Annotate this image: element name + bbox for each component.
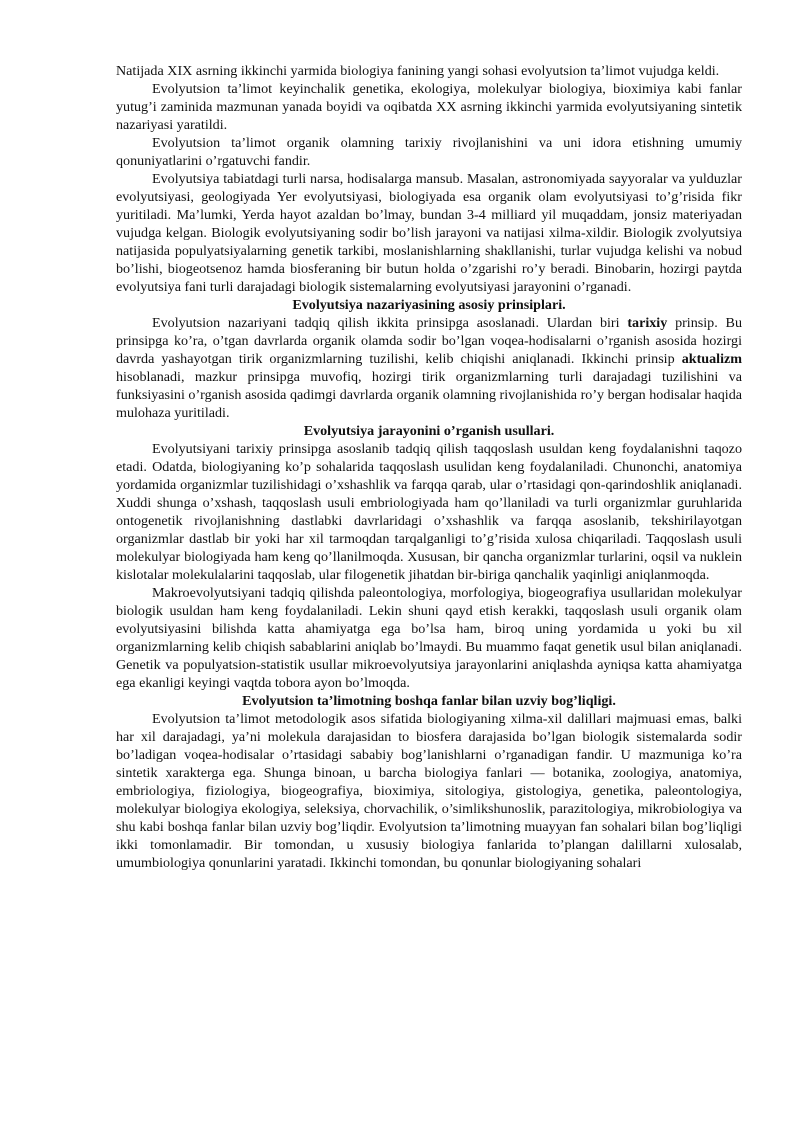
paragraph-macroevolution: Makroevolyutsiyani tadqiq qilishda paleontologiya, morfologiya, biogeografiya usullaridan molekulyar biologik usuldan ham keng foydalaniladi. Lekin shuni qayd etish kerakki, taqqoslash usuli organik olam evolyutsiyasini bilishda katta ahamiyatga ega bo’lsa ham, biroq uning yordamida u yoki bu xil organizmlarning kelib chiqish sabablarini aniqlab bo’lmaydi. Bu muammo faqat genetik usul bilan aniqlanadi. Genetik va populyatsion-statistik usullar mikroevolyutsiya jarayonlarini aniqlashda ayniqsa katta ahamiyatga ega ekanligi keyingi vaqtda tobora ayon bo’lmoqda.	[116, 585, 742, 691]
paragraph-evolution-types: Evolyutsiya tabiatdagi turli narsa, hodisalarga mansub. Masalan, astronomiyada sayyoralar va yulduzlar evolyutsiyasi, geologiyada Yer evolyutsiyasi, biologiyada esa organik olam evolyutsiyasi to’g’risida fikr yuritiladi. Ma’lumki, Yerda hayot azaldan bo’lmay, bundan 3-4 milliard yil muqaddam, jonsiz materiyadan vujudga kelgan. Biologik evolyutsiyaning sodir bo’lish jarayoni va natijasi xilma-xildir. Biologik zvolyutsiya natijasida populyatsiyalarning genetik tarkibi, moslanishlarning shakllanishi, turlar vujudga kelishi va nobud bo’lishi, biogeotsenoz hamda biosferaning bir butun holda o’zgarishi ro’y beradi. Binobarin, hozirgi paytda evolyutsiya fani turli darajadagi biologik sistemalarning evolyutsiyasi jarayonini o’rganadi.	[116, 171, 742, 295]
paragraph-relations: Evolyutsion ta’limot metodologik asos sifatida biologiyaning xilma-xil dalillari majmuasi emas, balki har xil darajadagi, ya’ni molekula darajasidan to biosfera darajasida bo’lgan biologik sistemalarda sodir bo’ladigan voqea-hodisalar o’rtasidagi sababiy bog’lanishlarni o’rganadigan fandir. U mazmuniga ko’ra sintetik xarakterga ega. Shunga binoan, u barcha biologiya fanlari — botanika, zoologiya, anatomiya, embriologiya, fiziologiya, biogeografiya, bioximiya, sitologiya, gistologiya, genetika, paleontologiya, molekulyar biologiya ekologiya, seleksiya, chorvachilik, o’simlikshunoslik, parazitologiya, mikrobiologiya va shu kabi boshqa fanlar bilan uzviy bog’liqdir. Evolyutsion ta’limotning muayyan fan sohalari bilan bog’liqligi ikki tomonlamadir. Bir tomondan, u xususiy biologiya fanlarida to’plangan dalillarni xulosalab, umumbiologiya qonunlarini yaratadi. Ikkinchi tomondan, bu qonunlar biologiyaning sohalari	[116, 711, 742, 871]
principles-text-1: Evolyutsion nazariyani tadqiq qilish ikkita prinsipga asoslanadi. Ulardan biri	[152, 315, 628, 331]
principles-term-tarixiy: tarixiy	[627, 315, 668, 331]
heading-methods: Evolyutsiya jarayonini o’rganish usullari.	[303, 423, 555, 439]
heading-relations: Evolyutsion ta’limotning boshqa fanlar bilan uzviy bog’liqligi.	[242, 693, 616, 709]
principles-text-3: hisoblanadi, mazkur prinsipga muvofiq, hozirgi tirik organizmlarning turli darajadagi tuzilishini va funksiyasini o’rganish asosida qadimgi davrlarda organik olamning rivojlanishida ro’y bergan hodisalar haqida mulohaza yuritiladi.	[116, 369, 742, 421]
heading-principles: Evolyutsiya nazariyasining asosiy prinsiplari.	[292, 297, 566, 313]
paragraph-comparison-method: Evolyutsiyani tarixiy prinsipga asoslanib tadqiq qilish taqqoslash usuldan keng foydalanishni taqozo etadi. Odatda, biologiyaning ko’p sohalarida taqqoslash usulidan keng foydalaniladi. Chunonchi, anatomiya yordamida organizmlar tuzilishidagi o’xshashlik va farqqa qarab, ular o’rtasidagi qon-qarindoshlik aniqlanadi. Xuddi shunga o’xshash, taqqoslash usuli embriologiyada ham qo’llaniladi va turli organizmlar guruhlarida ontogenetik rivojlanishning dastlabki davrlaridagi o’xshashlik va farqqa asoslanib, tekshirilayotgan organizmlar dastlab bir yoki har xil tarmoqdan tarqalganligi to’g’risida xulosa chiqariladi. Taqqoslash usuli molekulyar biologiyada ham keng qo’llanilmoqda. Xususan, bir qancha organizmlar turlarini, oqsil va nuklein kislotalar molekulalarini taqqoslab, ular filogenetik jihatdan bir-biriga qanchalik yaqinligi aniqlanmoqda.	[116, 441, 742, 583]
paragraph-definition: Evolyutsion ta’limot organik olamning tarixiy rivojlanishini va uni idora etishning umumiy qonuniyatlarini o’rgatuvchi fandir.	[116, 135, 742, 169]
paragraph-synthetic-theory: Evolyutsion ta’limot keyinchalik genetika, ekologiya, molekulyar biologiya, bioximiya kabi fanlar yutug’i zaminida mazmunan yanada boyidi va oqibatda XX asrning ikkinchi yarmida evolyutsiyaning sintetik nazariyasi yaratildi.	[116, 81, 742, 133]
paragraph-principles	[116, 314, 742, 422]
paragraph-intro: Natijada XIX asrning ikkinchi yarmida biologiya fanining yangi sohasi evolyutsion ta’limot vujudga keldi.	[116, 63, 720, 79]
principles-term-aktualizm: aktualizm	[681, 351, 742, 367]
principles-text-2: prinsip. Bu prinsipga ko’ra, o’tgan davrlarda organik olamda sodir bo’lgan voqea-hodisalarni o’rganish asosida hozirgi davrda yashayotgan tirik organizmlarning tuzilishi, kelib chiqishi aniqlanadi. Ikkinchi prinsip	[116, 315, 742, 367]
